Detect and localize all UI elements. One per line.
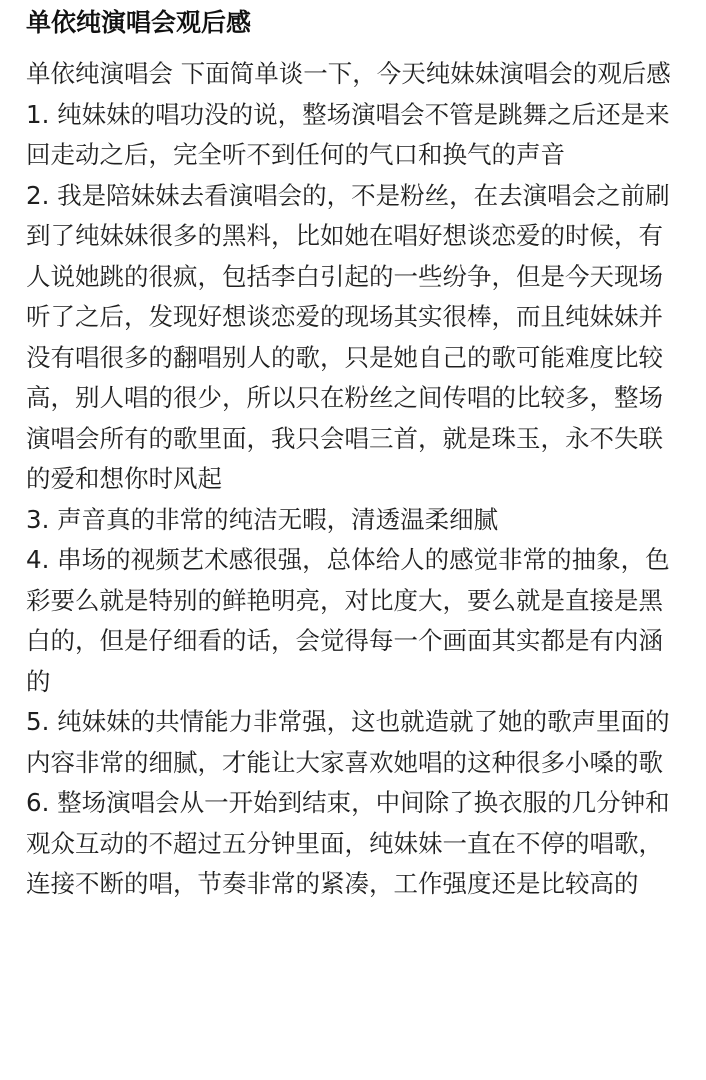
point-3-paragraph: 3. 声音真的非常的纯洁无暇，清透温柔细腻 <box>26 504 499 534</box>
point-5-paragraph: 5. 纯妹妹的共情能力非常强，这也就造就了她的歌声里面的内容非常的细腻，才能让大家喜欢她唱的这种很多小嗓的歌 <box>26 707 670 777</box>
intro-paragraph: 单依纯演唱会 下面简单谈一下，今天纯妹妹演唱会的观后感 <box>26 59 671 88</box>
post-title: 单依纯演唱会观后感 <box>26 8 252 37</box>
point-4-paragraph: 4. 串场的视频艺术感很强，总体给人的感觉非常的抽象，色彩要么就是特别的鲜艳明亮，对比度大，要么就是直接是黑白的，但是仔细看的话，会觉得每一个画面其实都是有内涵的 <box>26 545 670 696</box>
point-1-paragraph: 1. 纯妹妹的唱功没的说，整场演唱会不管是跳舞之后还是来回走动之后，完全听不到任何的气口和换气的声音 <box>26 99 670 169</box>
point-2-paragraph: 2. 我是陪妹妹去看演唱会的，不是粉丝，在去演唱会之前刷到了纯妹妹很多的黑料，比如她在唱好想谈恋爱的时候，有人说她跳的很疯，包括李白引起的一些纷争，但是今天现场听了之后，发现好想谈恋爱的现场其实很棒，而且纯妹妹并没有唱很多的翻唱别人的歌，只是她自己的歌可能难度比较高，别人唱的很少，所以只在粉丝之间传唱的比较多，整场演唱会所有的歌里面，我只会唱三首，就是珠玉，永不失联的爱和想你时风起 <box>26 180 670 493</box>
point-6-paragraph: 6. 整场演唱会从一开始到结束，中间除了换衣服的几分钟和观众互动的不超过五分钟里面，纯妹妹一直在不停的唱歌，连接不断的唱，节奏非常的紧凑，工作强度还是比较高的 <box>26 788 670 898</box>
post-body <box>26 54 686 905</box>
